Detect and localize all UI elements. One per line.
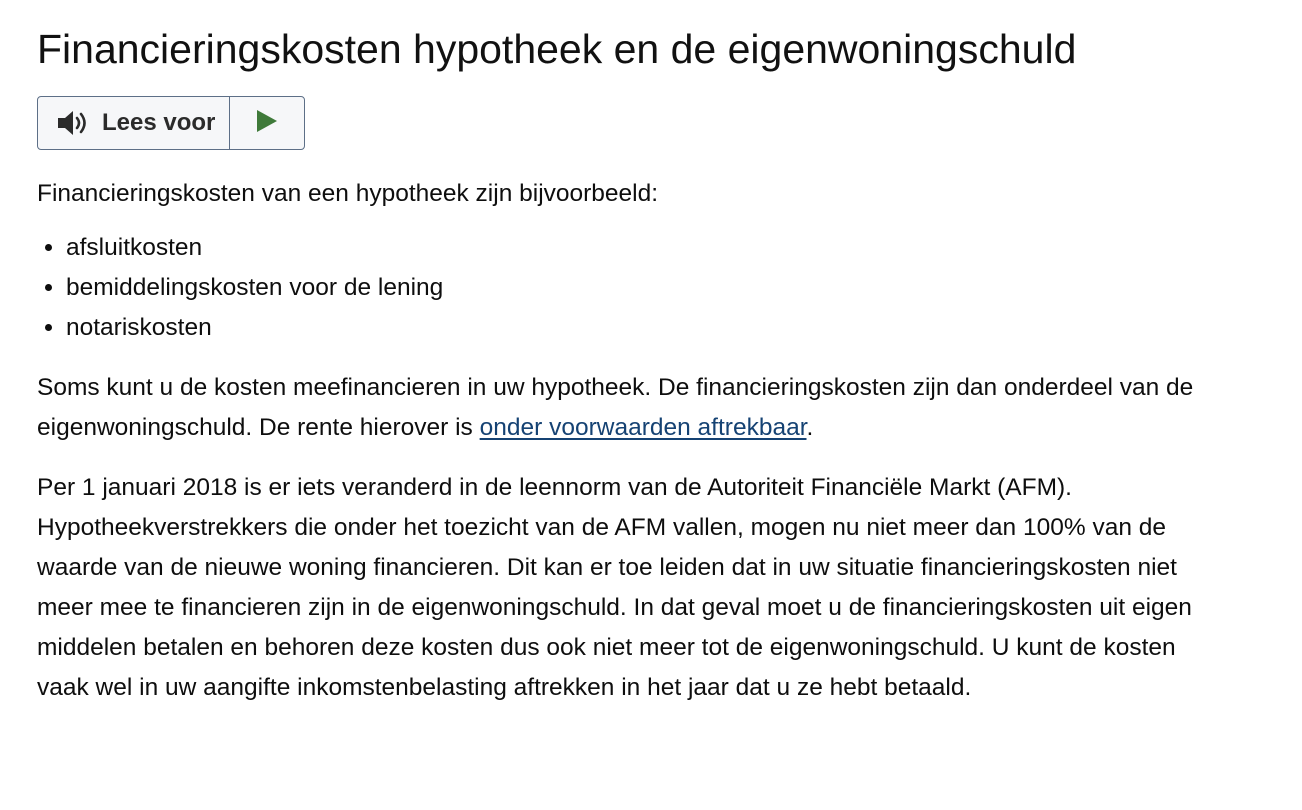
list-item: • bemiddelingskosten voor de lening: [66, 268, 1302, 308]
paragraph-financing: [37, 368, 1197, 448]
intro-text: Financieringskosten van een hypotheek zijn bijvoorbeeld:: [37, 180, 659, 207]
paragraph-financing-end: .: [806, 414, 814, 441]
list-item: • notariskosten: [66, 308, 1302, 348]
deductible-conditions-link[interactable]: onder voorwaarden aftrekbaar: [479, 414, 807, 441]
read-aloud-label: Lees voor: [102, 109, 216, 136]
cost-list: [37, 228, 1302, 348]
play-button[interactable]: [230, 97, 304, 149]
play-icon: [255, 108, 279, 139]
paragraph-financing-text: Soms kunt u de kosten meefinancieren in uw hypotheek. De financieringskosten zijn dan onderdeel van de eigenwoningschuld. De rente hierover is: [37, 374, 1194, 441]
page-title: Financieringskosten hypotheek en de eigenwoningschuld: [37, 26, 1077, 72]
read-aloud-button[interactable]: [38, 97, 230, 149]
list-item: • afsluitkosten: [66, 228, 1302, 268]
readspeaker-widget: [37, 96, 305, 150]
speaker-icon: [56, 110, 90, 136]
paragraph-afm: Per 1 januari 2018 is er iets veranderd in de leennorm van de Autoriteit Financiële Markt (AFM). Hypotheekverstrekkers die onder het toezicht van de AFM vallen, mogen nu niet meer dan 100% van de waarde van de nieuwe woning financieren. Dit kan er toe leiden dat in uw situatie financieringskosten niet meer mee te financieren zijn in de eigenwoningschuld. In dat geval moet u de financieringskosten uit eigen middelen betalen en behoren deze kosten dus ook niet meer tot de eigenwoningschuld. U kunt de kosten vaak wel in uw aangifte inkomstenbelasting aftrekken in het jaar dat u ze hebt betaald.: [37, 474, 1192, 701]
